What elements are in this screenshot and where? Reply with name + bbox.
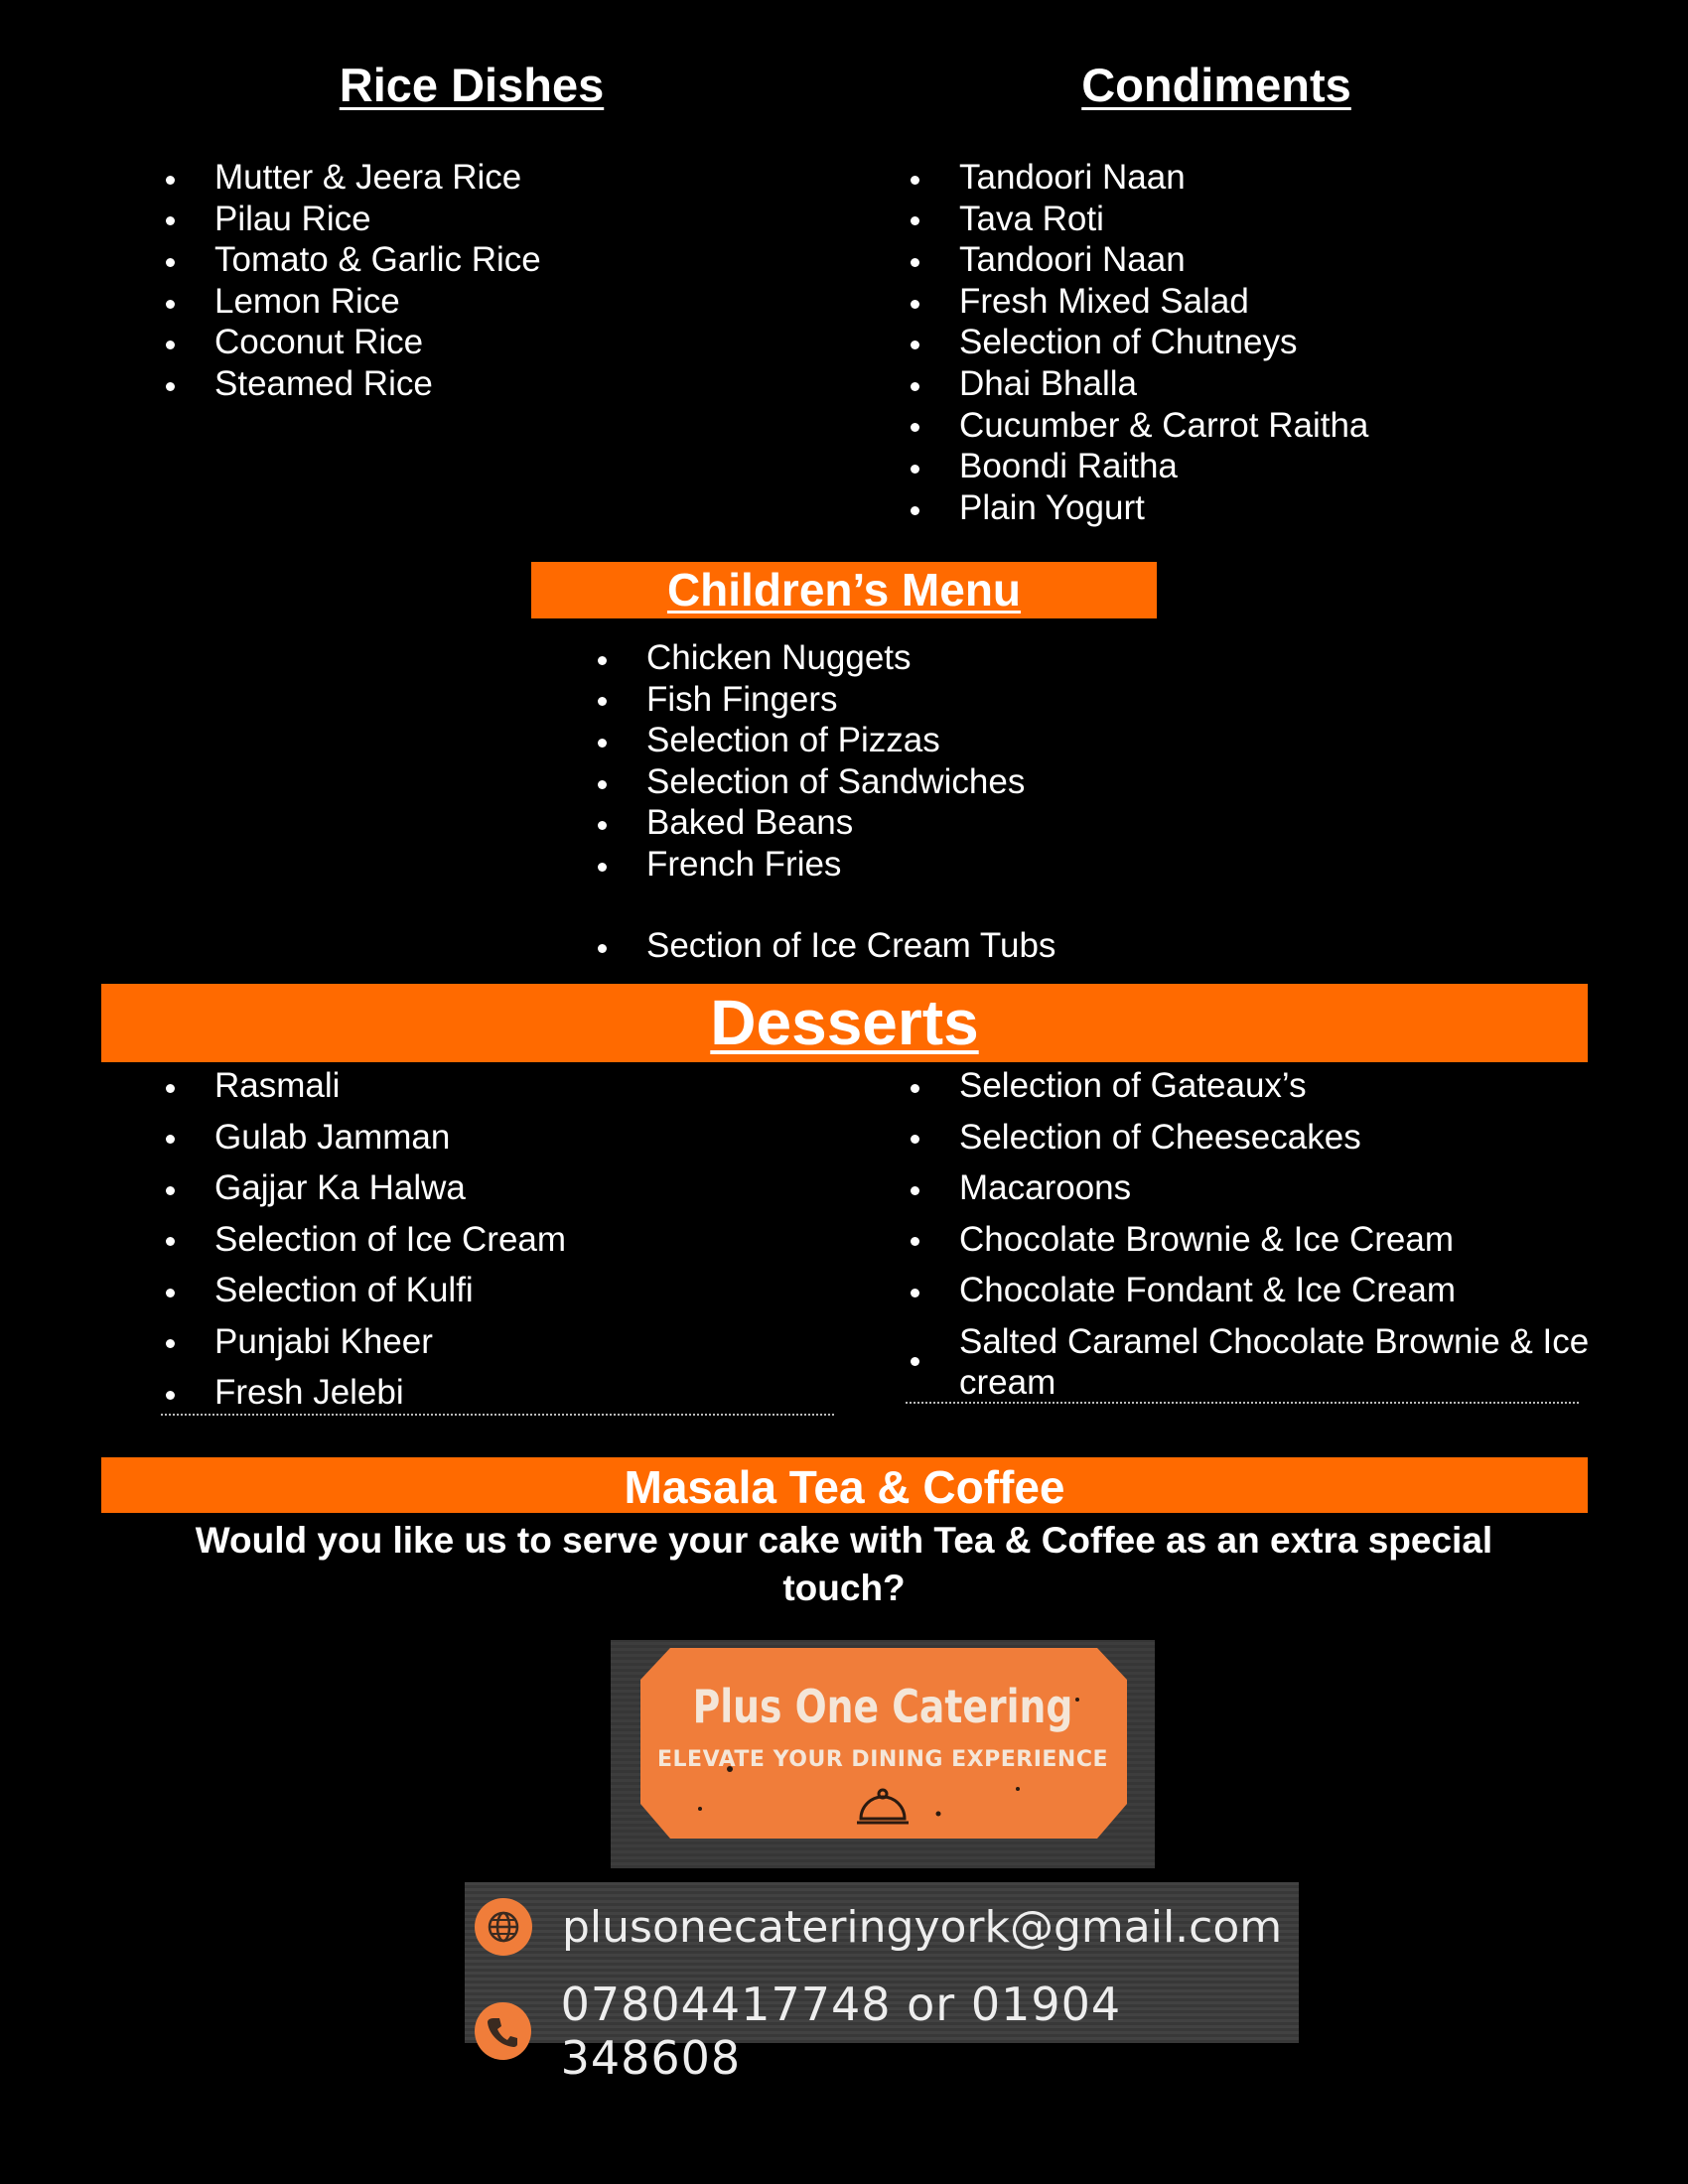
logo-tagline: ELEVATE YOUR DINING EXPERIENCE: [657, 1747, 1108, 1772]
cloche-icon: [853, 1787, 913, 1831]
list-item: Lemon Rice: [161, 281, 806, 323]
list-item: Selection of Cheesecakes: [906, 1112, 1591, 1163]
list-item: Tomato & Garlic Rice: [161, 239, 806, 281]
list-item: Steamed Rice: [161, 363, 806, 405]
contact-panel: [465, 1882, 1299, 2085]
logo-name: Plus One Catering: [692, 1680, 1073, 1733]
rice-dishes-title: Rice Dishes: [339, 59, 605, 111]
tea-coffee-question: Would you like us to serve your cake with Tea & Coffee as an extra special touch?: [195, 1520, 1493, 1608]
list-item: Plain Yogurt: [906, 487, 1601, 529]
list-item: Selection of Pizzas: [593, 720, 1288, 761]
list-item: Selection of Sandwiches: [593, 761, 1288, 803]
list-item: Cucumber & Carrot Raitha: [906, 405, 1601, 447]
list-item: Baked Beans: [593, 802, 1288, 844]
list-item: Pilau Rice: [161, 199, 806, 240]
list-item: Boondi Raitha: [906, 446, 1601, 487]
desserts-title-wrap: [101, 984, 1588, 1062]
desserts-left-divider: [161, 1414, 834, 1416]
list-item: Punjabi Kheer: [161, 1316, 836, 1368]
list-item: Tava Roti: [906, 199, 1601, 240]
list-item: Selection of Kulfi: [161, 1265, 836, 1316]
list-item: Fresh Mixed Salad: [906, 281, 1601, 323]
globe-icon: [475, 1898, 532, 1956]
contact-email-row: [475, 1898, 1282, 1956]
list-item: Section of Ice Cream Tubs: [593, 925, 1288, 967]
list-item: Chicken Nuggets: [593, 637, 1288, 679]
contact-email[interactable]: plusonecateringyork@gmail.com: [562, 1901, 1283, 1953]
list-item: Gajjar Ka Halwa: [161, 1162, 836, 1214]
condiments-list: [906, 157, 1601, 528]
childrens-menu-list: [593, 637, 1288, 886]
contact-phone[interactable]: 07804417748 or 01904 348608: [560, 1978, 1122, 2085]
phone-icon: [475, 2002, 531, 2060]
desserts-right-divider: [906, 1402, 1579, 1404]
desserts-right-list: [906, 1060, 1591, 1403]
list-item: Macaroons: [906, 1162, 1591, 1214]
condiments-title: Condiments: [1081, 59, 1351, 111]
rice-dishes-list: [161, 157, 806, 405]
desserts-left-list: [161, 1060, 836, 1419]
list-item: Rasmali: [161, 1060, 836, 1112]
childrens-menu-title: Children’s Menu: [666, 564, 1022, 615]
list-item: Salted Caramel Chocolate Brownie & Ice cream: [906, 1316, 1591, 1403]
list-item: French Fries: [593, 844, 1288, 886]
logo: [611, 1640, 1155, 1868]
list-item: Selection of Gateaux’s: [906, 1060, 1591, 1112]
rice-dishes-section: [0, 58, 943, 112]
list-item: Selection of Chutneys: [906, 322, 1601, 363]
list-item: Chocolate Fondant & Ice Cream: [906, 1265, 1591, 1316]
list-item: Dhai Bhalla: [906, 363, 1601, 405]
contact-phone-row: [475, 1978, 1299, 2085]
list-item: Tandoori Naan: [906, 157, 1601, 199]
list-item: Selection of Ice Cream: [161, 1214, 836, 1266]
list-item: Gulab Jamman: [161, 1112, 836, 1163]
list-item: Mutter & Jeera Rice: [161, 157, 806, 199]
list-item: Tandoori Naan: [906, 239, 1601, 281]
childrens-menu-title-wrap: [531, 562, 1157, 618]
tea-coffee-title: Masala Tea & Coffee: [624, 1461, 1065, 1513]
list-item: Chocolate Brownie & Ice Cream: [906, 1214, 1591, 1266]
desserts-title: Desserts: [710, 987, 979, 1058]
condiments-section: [844, 58, 1589, 112]
childrens-menu-extra-list: [593, 925, 1288, 967]
list-item: Fish Fingers: [593, 679, 1288, 721]
list-item: Coconut Rice: [161, 322, 806, 363]
list-item: Fresh Jelebi: [161, 1367, 836, 1419]
